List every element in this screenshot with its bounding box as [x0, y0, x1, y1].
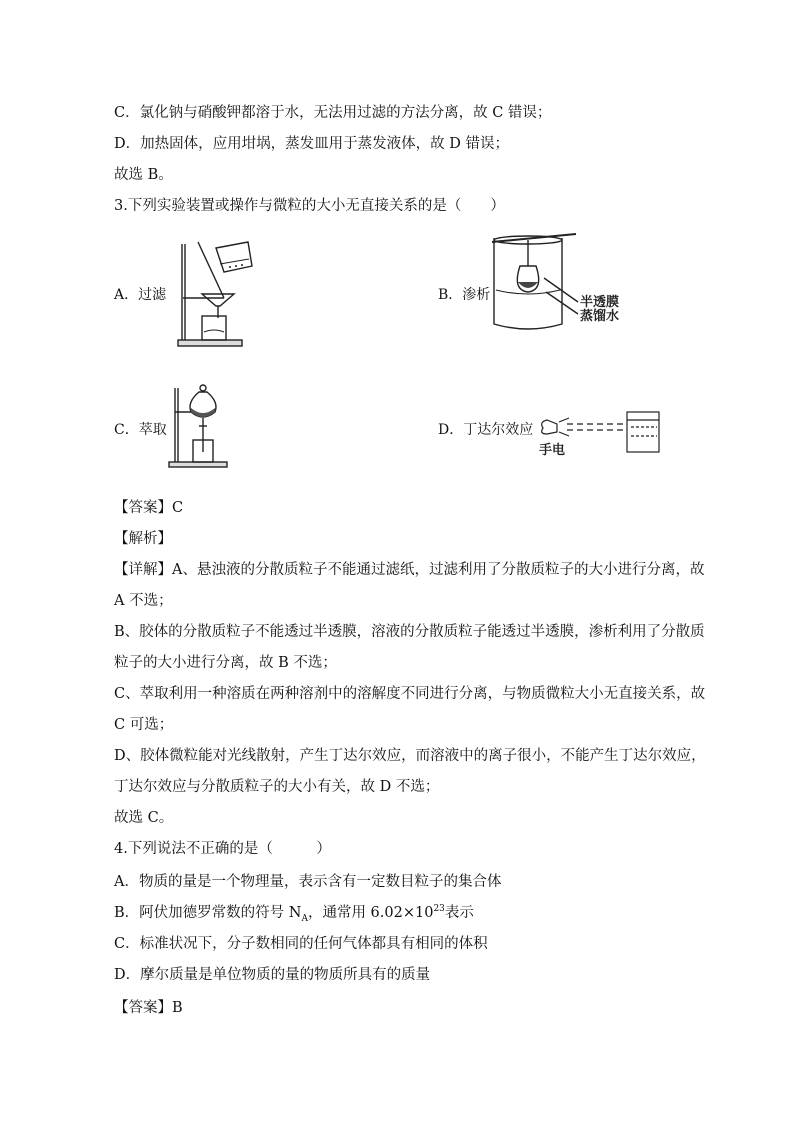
option-c: C．标准状况下，分子数相同的任何气体都具有相同的体积 — [114, 936, 488, 952]
option-d-label: D．丁达尔效应 — [438, 422, 534, 438]
text-line: C．氯化钠与硝酸钾都溶于水，无法用过滤的方法分离，故 C 错误； — [114, 105, 552, 121]
analysis-line: B、胶体的分散质粒子不能透过半透膜，溶液的分散质粒子能透过半透膜，渗析利用了分散质 — [114, 624, 705, 640]
analysis-line: D、胶体微粒能对光线散射，产生丁达尔效应，而溶液中的离子很小，不能产生丁达尔效应， — [114, 748, 706, 764]
answer-label: 【答案】B — [114, 1000, 183, 1016]
option-d: D．摩尔质量是单位物质的量的物质所具有的质量 — [114, 967, 431, 983]
analysis-line: C、萃取利用一种溶质在两种溶剂中的溶解度不同进行分离，与物质微粒大小无直接关系，故 — [114, 686, 706, 702]
analysis-line: A 不选； — [114, 593, 173, 609]
option-b-prefix: B．阿伏加德罗常数的符号 N — [114, 905, 302, 921]
question-stem: 4.下列说法不正确的是（ ） — [114, 841, 331, 857]
analysis-line: C 可选； — [114, 717, 174, 733]
option-a-label: A．过滤 — [114, 287, 167, 303]
analysis-line: 粒子的大小进行分离，故 B 不选； — [114, 655, 337, 671]
option-b-suffix: 表示 — [444, 905, 474, 921]
text-line: D．加热固体，应用坩埚，蒸发皿用于蒸发液体，故 D 错误； — [114, 136, 509, 152]
analysis-title: 【解析】 — [114, 531, 172, 547]
option-a: A．物质的量是一个物理量，表示含有一定数目粒子的集合体 — [114, 874, 502, 890]
analysis-line: 故选 C。 — [114, 810, 174, 826]
avogadro-subscript: A — [301, 913, 308, 924]
analysis-line: 【详解】A、悬浊液的分散质粒子不能通过滤纸，过滤利用了分散质粒子的大小进行分离，故 — [114, 562, 705, 578]
text-line: 故选 B。 — [114, 167, 173, 183]
label-semipermeable-membrane: 半透膜 — [580, 295, 620, 310]
label-distilled-water: 蒸馏水 — [580, 309, 620, 324]
dialysis-apparatus-figure — [490, 232, 660, 340]
option-b-mid: ，通常用 6.02×10 — [307, 905, 434, 921]
option-b — [114, 903, 474, 923]
analysis-line: 丁达尔效应与分散质粒子的大小有关，故 D 不选； — [114, 779, 440, 795]
answer-label: 【答案】C — [114, 500, 184, 516]
tyndall-effect-figure — [535, 408, 665, 464]
question-stem: 3.下列实验装置或操作与微粒的大小无直接关系的是（ ） — [114, 198, 505, 214]
extraction-apparatus-figure — [165, 378, 235, 470]
label-flashlight: 手电 — [539, 443, 566, 458]
filtration-apparatus-figure — [170, 236, 260, 350]
option-b-label: B．渗析 — [438, 287, 491, 303]
exponent-superscript: 23 — [433, 904, 445, 915]
option-c-label: C．萃取 — [114, 422, 167, 438]
